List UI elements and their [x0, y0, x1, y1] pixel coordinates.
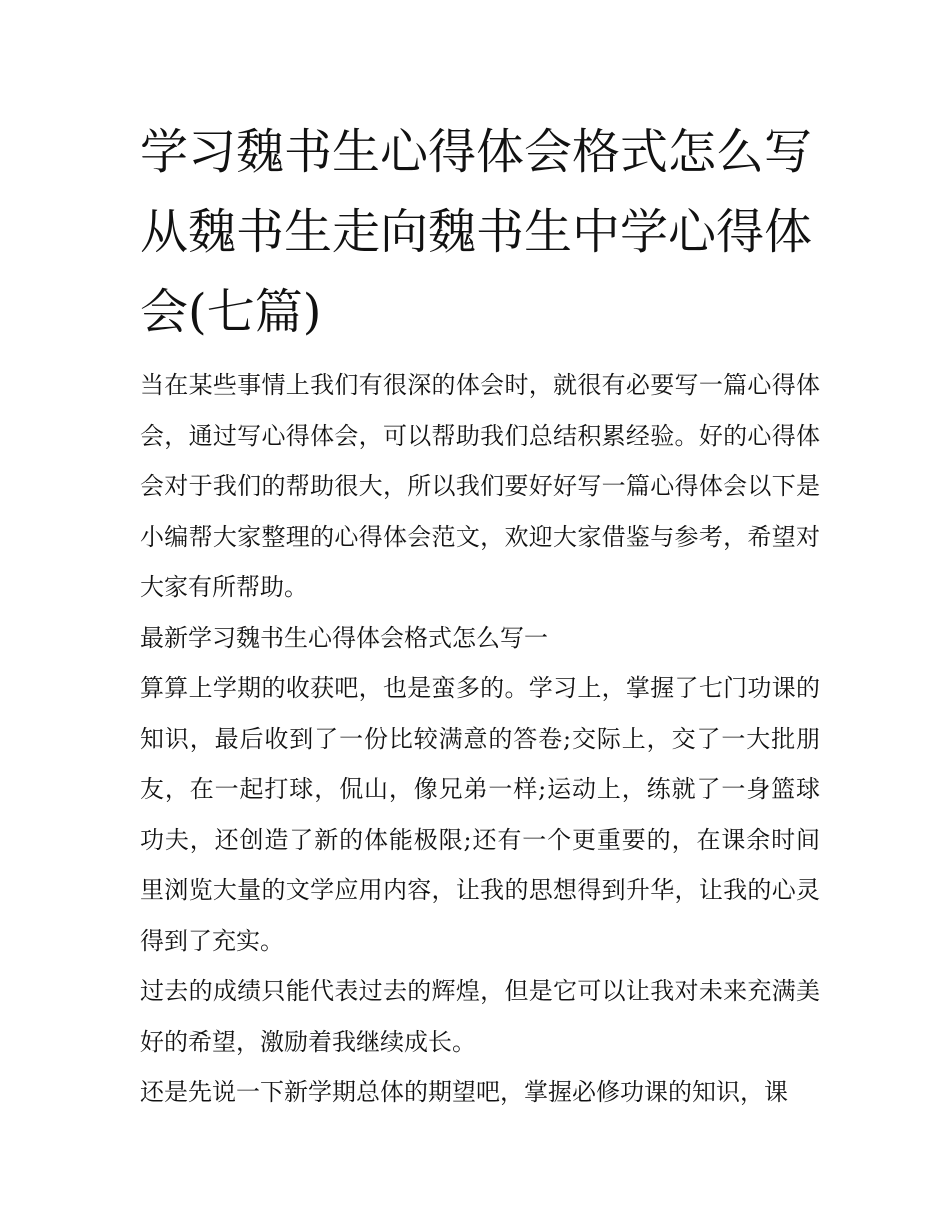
body-paragraph: 还是先说一下新学期总体的期望吧，掌握必修功课的知识，课	[140, 1078, 788, 1106]
body-paragraph: 算算上学期的收获吧，也是蛮多的。学习上，掌握了七门功课的知识，最后收到了一份比较满意的答卷;交际上，交了一大批朋友，在一起打球，侃山，像兄弟一样;运动上，练就了一身篮球功夫，还创造了新的体能极限;还有一个更重要的，在课余时间里浏览大量的文学应用内容，让我的思想得到升华，让我的心灵得到了充实。	[140, 674, 820, 955]
document-body	[140, 360, 820, 1118]
section-heading: 最新学习魏书生心得体会格式怎么写一	[140, 623, 548, 652]
intro-paragraph: 当在某些事情上我们有很深的体会时，就很有必要写一篇心得体会，通过写心得体会，可以帮助我们总结积累经验。好的心得体会对于我们的帮助很大，所以我们要好好写一篇心得体会以下是小编帮大家整理的心得体会范文，欢迎大家借鉴与参考，希望对大家有所帮助。	[140, 371, 820, 601]
body-paragraph: 过去的成绩只能代表过去的辉煌，但是它可以让我对未来充满美好的希望，激励着我继续成长。	[140, 977, 820, 1056]
document-title: 学习魏书生心得体会格式怎么写 从魏书生走向魏书生中学心得体会(七篇)	[140, 124, 813, 340]
document-page	[140, 112, 820, 1118]
